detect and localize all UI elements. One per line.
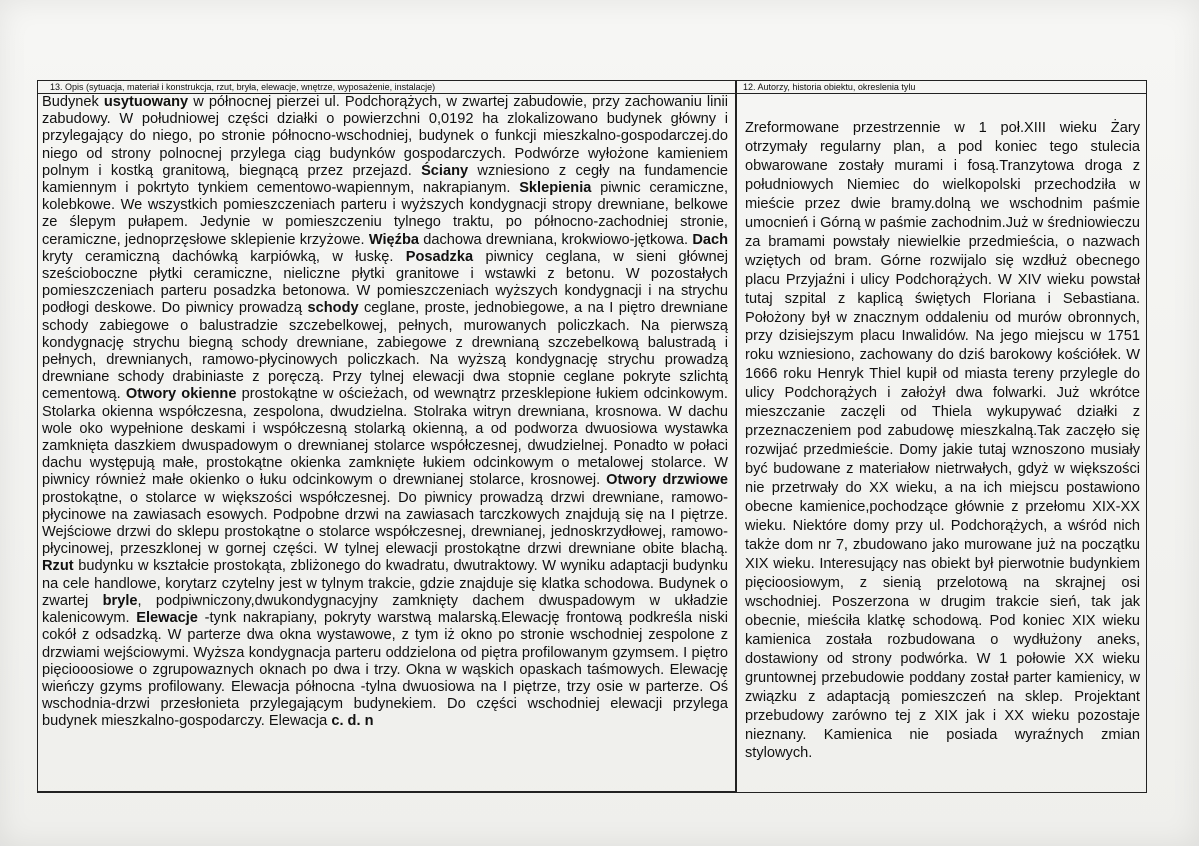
bold-term: Otwory drzwiowe	[606, 472, 728, 489]
bold-term: Więźba	[368, 231, 419, 248]
description-column	[38, 81, 737, 792]
text-run: piwnic ceramiczne, kolebkowe. We wszystkich pomieszczeniach parteru i wyższych kondygnacji stropy drewniane, belkowe ze ślepym pułapem. Jedynie w pomieszczeniu tylnego traktu, po północno-zachodniej stronie, ceramiczne, jednoprzęsłowe sklepienie krzyżowe.	[42, 180, 728, 248]
text-run: Zreformowane przestrzennie w 1 poł.XIII wieku Żary otrzymały regularny plan, a pod koniec tego stulecia obwarowane zostały murami i fosą.Tranzytowa droga z południowych Niemiec do wielkopolski przechodziła w mieście przez dwie bramy.dolną we wschodnim paśmie umocnień i Górną w paśmie zachodnim.Już w średniowieczu za bramami powstały niewielkie przedmieścia, o nazwach wziętych od bram. Górne rozwijalo się wzdłuż obecnego placu Przyjaźni i ulicy Podchorążych. W XIV wieku powstał tutaj szpital z kaplicą świętych Floriana i Sebastiana. Położony był w znacznym oddaleniu od murów obronnych, przy dzisiejszym placu Inwalidów. Na jego miejscu w 1751 roku wzniesiono, zachowany do dziś barokowy kościółek. W 1666 roku Henryk Thiel kupił od miasta tereny przylegle do ulicy Podchorążych i założył dwa folwarki. Już wkrótce mieszczanie zaczęli od Thiela wykupywać działki z przeznaczeniem pod zabudowę mieszkalną.Tak zaczęło się rozwijać przedmieście. Domy jakie tutaj wznoszono musiały być budowane z materiałow nietrwałych, gdyż w większości nie przetrwały do XX wieku, a na ich miejscu postawiono obecne kamienice,pochodzące głównie z przełomu XIX-XX wieku. Niektóre domy przy ul. Podchorążych, a wśród nich także dom nr 7, zbudowano jako murowane już na początku XIX wieku. Interesujący nas obiekt był pierwotnie budynkiem pięcioosiowym, z sienią przelotową na skrajnej osi wschodniej. Poszerzona w drugim trakcie sień, tak jak obecnie, mieściła klatkę schodową. Pod koniec XIX wieku kamienica została rozbudowana o wydłużony aneks, dostawiony od strony podwórka. W 1 połowie XX wieku gruntownej przebudowie poddany został parter kamienicy, w związku z adaptacją pomieszczeń na sklep. Projektant przebudowy zarówno tej z XIX jak i XX wieku pozostaje nieznany. Kamienica nie posiada wyraźnych zmian stylowych.	[745, 120, 1140, 762]
text-run: budynku w kształcie prostokąta, zbliżonego do kwadratu, dwutraktowy. W wyniku adaptacji budynku na cele handlowe, korytarz czytelny jest w tylnym trakcie, gdzie znajduje się klatka schodowa. Budynek o zwartej	[42, 558, 728, 609]
text-run: wzniesiono z cegły na fundamencie kamiennym i pokrtyto tynkiem cementowo-wapiennym, nakrapianym.	[42, 162, 728, 197]
bold-term: c. d. n	[331, 713, 374, 730]
text-run: prostokątne, o stolarce w większości współczesnej. Do piwnicy prowadzą drzwi drewniane, ramowo-płycinowe na zawiasach esowych. Podpobne drzwi na zawiasach tarczkowych znajdują się na I piętrze. Wejściowe drzwi do sklepu prostokątne o stolarce współczesnej, drewnianej, jednoskrzydłowej, ramowo-płycinowej, przeszklonej w gornej części. W tylnej elewacji prostokątne drzwi drewniane obite blachą.	[42, 489, 728, 558]
text-run: prostokątne w ościeżach, od wewnątrz przesklepione łukiem odcinkowym. Stolarka okienna współczesna, zespolona, dwudzielna. Stolraka witryn drewniana, krosnowa. W dachu wole oko wypełnione deskami i współczesną stolarką okienną, a od podworza dwuosiowa wystawka zamknięta daszkiem dwuspadowym o drewnianej stolarce współczesnej, dwudzielnej. Ponadto w połaci dachu występują małe, prostokątne okienka zamknięte łukiem odcinkowym o metalowej stolarce. W piwnicy również małe okienko o łuku odcinkowym o drewnianej stolarce, krosnowej.	[42, 386, 728, 489]
form-table	[37, 80, 1147, 793]
bottom-border	[38, 791, 735, 792]
bold-term: Otwory okienne	[125, 386, 237, 403]
text-run: , podpiwniczony,dwukondygnacyjny zamknięty dachem dwuspadowym w układzie kalenicowym.	[42, 592, 729, 627]
description-text	[38, 94, 735, 731]
bold-term: Rzut	[42, 558, 74, 575]
text-run: -tynk nakrapiany, pokryty warstwą malarską.Elewację frontową podkreśla niski cokół z odsadzką. W parterze dwa okna wystawowe, z tym iż okno po stronie wschodniej zespolone z drzwiami wejściowymi. Wyższa kondygnacja parteru oddzielona od piętra profilowanym gzymsem. I piętro pięciooosiowe o zgrupowaznych oknach po dwa i trzy. Okna w wąskich opaskach taśmowych. Elewację wieńczy gzyms profilowany. Elewacja północna -tylna dwuosiowa na I piętrze, trzy osie w parterze. Oś wschodnia-drzwi przesłonieta przylegającym budynekiem. Do części wschodniej elewacji przylega budynek mieszkalno-gospodarczy. Elewacja	[42, 610, 728, 730]
bold-term: usytuowany	[103, 94, 189, 110]
history-column	[737, 81, 1146, 792]
bold-term: bryle	[102, 592, 138, 609]
text-run: Budynek	[42, 94, 104, 110]
bold-term: Ściany	[421, 162, 469, 179]
bold-term: Posadzka	[405, 248, 474, 265]
bold-term: Sklepienia	[519, 180, 592, 197]
text-run: piwnicy ceglana, w sieni głównej sześcioboczne płytki ceramiczne, nieliczne płytki granitowe i wstawki z betonu. W pozostałych pomieszczeniach parteru posadzka betonowa. W pomieszczeniach wyższych kondygnacji i na strychu podłogi deskowe. Do piwnicy prowadzą	[42, 248, 728, 317]
text-run: ceglane, proste, jednobiegowe, a na I piętro drewniane schody zabiegowe o balustradzie szczebelkowej, pełnych, murowanych policzkach. Na pierwszą kondygnację strychu biegną schody drewniane, zabiegowe z drewnianą szczebelkową balustradą i pełnych, drewnianych, ramowo-płycinowych policzkach. Na wyższą kondygnację strychu prowadzą drewniane schody drabiniaste z poręczą. Przy tylnej elewacji dwa stopnie ceglane pokryte szlichtą cementową.	[42, 300, 728, 403]
text-run: kryty ceramiczną dachówką karpiówką, w łuskę.	[42, 248, 406, 265]
text-run: dachowa drewniana, krokwiowo-jętkowa.	[419, 231, 693, 248]
bold-term: schody	[307, 300, 359, 317]
text-run: w północnej pierzei ul. Podchorążych, w zwartej zabudowie, przy zachowaniu linii zabudowy. W południowej części działki o powierzchni 0,0192 ha zlokalizowano budynek główny i przylegający do niego, po stronie północno-wschodniej, budynek o funkcji mieszkalno-gospodarczej.do niego od strony polnocnej przylega ciąg budynków gospodarczych. Podwórze wyłożone kamieniem polnym i kostką granitową, biegnącą przez przejazd.	[42, 94, 728, 179]
bold-term: Elewacje	[136, 610, 198, 627]
history-header: 12. Autorzy, historia obiektu, okreslenia tylu	[737, 81, 1146, 94]
history-text	[737, 119, 1146, 763]
description-header: 13. Opis (sytuacja, materiał i konstrukcja, rzut, bryła, elewacje, wnętrze, wyposażenie, instalacje)	[38, 81, 735, 94]
bold-term: Dach	[692, 231, 728, 248]
